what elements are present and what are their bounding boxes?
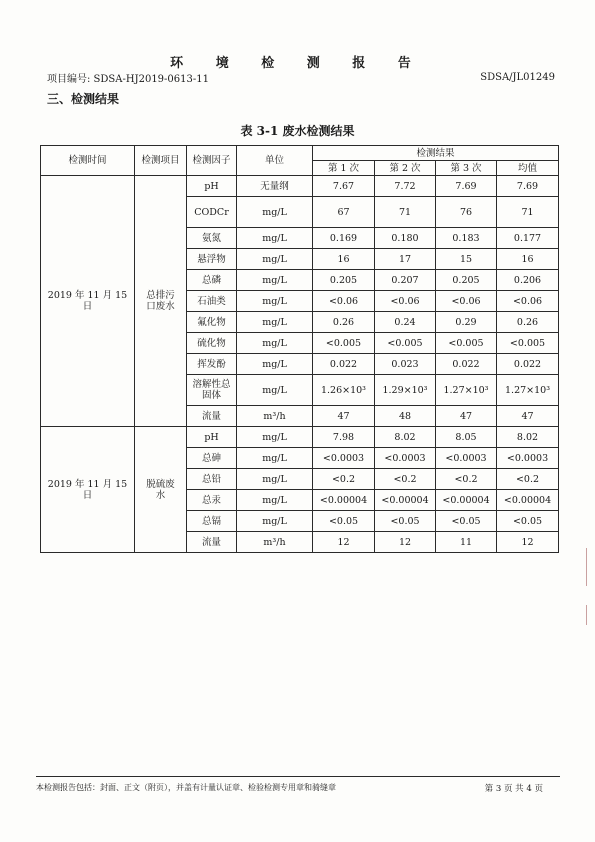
cell-unit: mg/L [237,333,313,354]
cell-unit: mg/L [237,249,313,270]
cell-factor: 总铅 [187,469,237,490]
page-number: 第 3 页 共 4 页 [484,784,543,794]
cell-result-2: <0.005 [375,333,436,354]
cell-result-1: 12 [313,532,375,553]
cell-average: 12 [497,532,559,553]
cell-result-2: 71 [375,197,436,228]
cell-result-1: <0.005 [313,333,375,354]
cell-unit: mg/L [237,469,313,490]
cell-result-2: 17 [375,249,436,270]
cell-factor: 溶解性总固体 [187,375,237,406]
cell-average: 0.177 [497,228,559,249]
cell-average: 0.26 [497,312,559,333]
cell-result-2: 8.02 [375,427,436,448]
cell-average: 16 [497,249,559,270]
cell-result-3: <0.05 [436,511,497,532]
cell-unit: mg/L [237,427,313,448]
results-body [41,176,559,553]
cell-result-1: 0.022 [313,354,375,375]
header-factor: 检测因子 [187,146,237,176]
document-code: SDSA/JL01249 [480,72,555,83]
cell-unit: mg/L [237,490,313,511]
cell-result-2: 7.72 [375,176,436,197]
header-r3: 第 3 次 [436,161,497,176]
cell-result-2: <0.05 [375,511,436,532]
cell-average: 1.27×10³ [497,375,559,406]
cell-result-1: 16 [313,249,375,270]
cell-result-1: <0.00004 [313,490,375,511]
cell-unit: m³/h [237,532,313,553]
cell-result-3: 0.205 [436,270,497,291]
header-unit: 单位 [237,146,313,176]
cell-factor: 总镉 [187,511,237,532]
header-item: 检测项目 [135,146,187,176]
cell-factor: 硫化物 [187,333,237,354]
cell-result-1: 1.26×10³ [313,375,375,406]
cell-factor: 总砷 [187,448,237,469]
cell-unit: mg/L [237,291,313,312]
cell-result-1: 0.26 [313,312,375,333]
cell-result-2: 48 [375,406,436,427]
cell-result-3: 15 [436,249,497,270]
cell-result-3: <0.2 [436,469,497,490]
cell-result-3: <0.005 [436,333,497,354]
cell-result-1: 0.169 [313,228,375,249]
cell-date: 2019 年 11 月 15 日 [41,427,135,553]
cell-result-3: 11 [436,532,497,553]
cell-unit: 无量纲 [237,176,313,197]
table-caption: 表 3-1 废水检测结果 [240,124,355,138]
cell-result-2: <0.06 [375,291,436,312]
cell-result-1: 7.67 [313,176,375,197]
cell-result-3: <0.06 [436,291,497,312]
cell-factor: pH [187,427,237,448]
cell-result-2: 0.24 [375,312,436,333]
cell-unit: mg/L [237,270,313,291]
cell-result-1: 7.98 [313,427,375,448]
cell-date: 2019 年 11 月 15 日 [41,176,135,427]
cell-result-3: 7.69 [436,176,497,197]
footer-divider [36,776,560,777]
cell-unit: mg/L [237,197,313,228]
cell-average: <0.005 [497,333,559,354]
cell-result-3: 1.27×10³ [436,375,497,406]
cell-average: 71 [497,197,559,228]
cell-factor: 悬浮物 [187,249,237,270]
cell-unit: mg/L [237,312,313,333]
project-number: 项目编号: SDSA-HJ2019-0613-11 [47,74,209,85]
seam-stamp-mark [586,605,595,625]
cell-result-3: <0.0003 [436,448,497,469]
cell-average: <0.2 [497,469,559,490]
cell-result-3: 8.05 [436,427,497,448]
cell-factor: 流量 [187,406,237,427]
cell-result-1: <0.05 [313,511,375,532]
cell-item: 总排污口废水 [135,176,187,427]
cell-result-2: 0.207 [375,270,436,291]
cell-result-3: 0.183 [436,228,497,249]
cell-average: 7.69 [497,176,559,197]
cell-result-2: 0.180 [375,228,436,249]
cell-average: <0.06 [497,291,559,312]
cell-result-1: <0.2 [313,469,375,490]
cell-average: 8.02 [497,427,559,448]
cell-factor: 总磷 [187,270,237,291]
cell-result-1: <0.0003 [313,448,375,469]
header-time: 检测时间 [41,146,135,176]
cell-unit: m³/h [237,406,313,427]
header-results: 检测结果 [313,146,559,161]
cell-average: <0.05 [497,511,559,532]
cell-unit: mg/L [237,354,313,375]
cell-unit: mg/L [237,511,313,532]
cell-result-3: 47 [436,406,497,427]
cell-result-3: 0.022 [436,354,497,375]
cell-factor: 流量 [187,532,237,553]
header-avg: 均值 [497,161,559,176]
cell-result-1: 47 [313,406,375,427]
cell-item: 脱硫废水 [135,427,187,553]
cell-average: 0.022 [497,354,559,375]
header-r2: 第 2 次 [375,161,436,176]
cell-result-3: <0.00004 [436,490,497,511]
results-table [40,145,559,553]
cell-factor: 挥发酚 [187,354,237,375]
footer-note: 本检测报告包括：封面、正文（附页），并盖有计量认证章、检验检测专用章和骑缝章 [36,783,336,792]
cell-result-2: 1.29×10³ [375,375,436,406]
header-r1: 第 1 次 [313,161,375,176]
cell-result-1: 0.205 [313,270,375,291]
report-title: 环 境 检 测 报 告 [170,56,425,71]
table-row [41,427,559,448]
cell-result-1: 67 [313,197,375,228]
cell-average: <0.00004 [497,490,559,511]
cell-average: 0.206 [497,270,559,291]
cell-result-2: 12 [375,532,436,553]
cell-unit: mg/L [237,228,313,249]
cell-result-1: <0.06 [313,291,375,312]
cell-factor: 石油类 [187,291,237,312]
cell-result-3: 0.29 [436,312,497,333]
cell-result-2: <0.2 [375,469,436,490]
table-row [41,176,559,197]
cell-result-2: <0.0003 [375,448,436,469]
cell-average: <0.0003 [497,448,559,469]
cell-factor: 总汞 [187,490,237,511]
cell-unit: mg/L [237,448,313,469]
section-title: 三、检测结果 [47,92,120,106]
cell-average: 47 [497,406,559,427]
cell-factor: 氨氮 [187,228,237,249]
cell-result-2: <0.00004 [375,490,436,511]
seam-stamp-mark [586,548,595,586]
cell-factor: pH [187,176,237,197]
cell-result-2: 0.023 [375,354,436,375]
cell-factor: CODCr [187,197,237,228]
cell-factor: 氟化物 [187,312,237,333]
cell-unit: mg/L [237,375,313,406]
cell-result-3: 76 [436,197,497,228]
